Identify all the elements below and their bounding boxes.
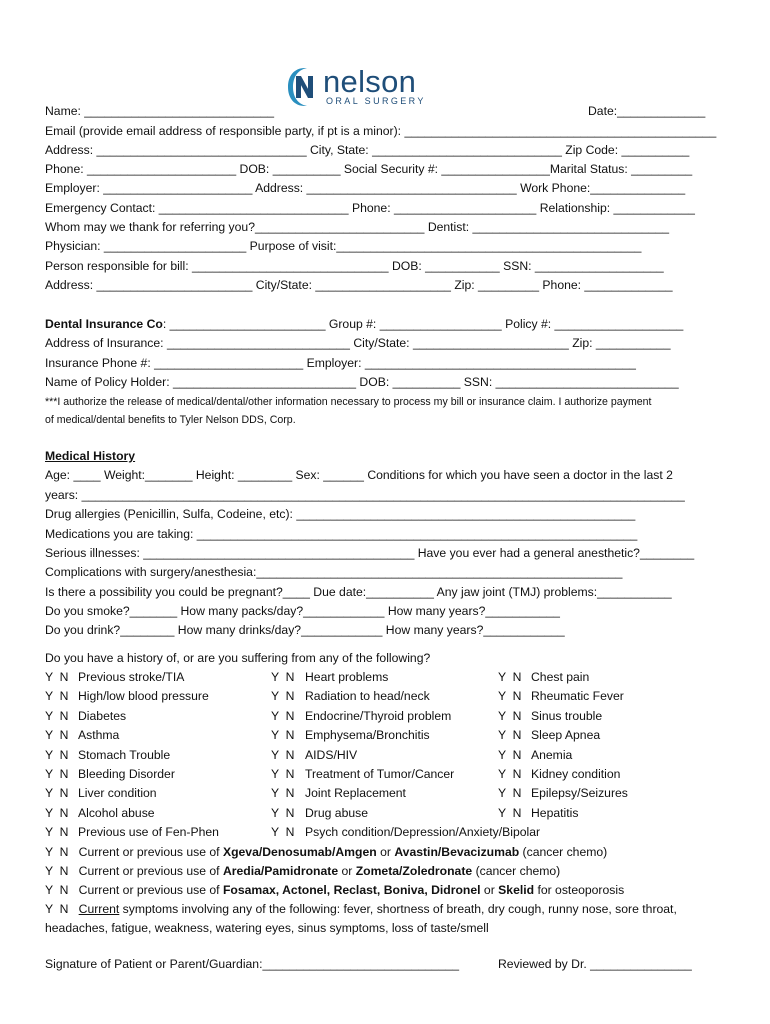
chemo-row-2-or: or (338, 864, 356, 878)
yn-checkbox[interactable]: Y N (45, 670, 69, 684)
conditions-years-field[interactable]: years: _________________________________________________________________________________________ (45, 488, 685, 502)
age-weight-field[interactable]: Age: ____ Weight:_______ Height: ________ Sex: ______ Conditions for which you have seen a doctor in the last 2 (45, 468, 673, 482)
email-field[interactable]: Email (provide email address of responsible party, if pt is a minor): ______________________________________________ (45, 124, 717, 138)
condition-label: Treatment of Tumor/Cancer (305, 767, 455, 781)
authorization-text-1: ***I authorize the release of medical/dental/other information necessary to process my bill or insurance claim. I authorize payment (45, 396, 652, 408)
osteo-row-note: for osteoporosis (534, 883, 625, 897)
yn-checkbox[interactable]: Y N (271, 670, 295, 684)
insurance-address-field[interactable]: Address of Insurance: ___________________________ City/State: _______________________ Zip: ___________ (45, 336, 671, 350)
condition-label: Kidney condition (531, 767, 621, 781)
condition-label: Asthma (78, 728, 120, 743)
drinking-field[interactable]: Do you drink?________ How many drinks/day?____________ How many years?____________ (45, 623, 565, 637)
yn-checkbox[interactable]: Y N (271, 728, 295, 743)
condition-label: Hepatitis (531, 805, 579, 820)
yn-checkbox[interactable]: Y N (45, 805, 69, 820)
chemo-row-1-drug-a: Xgeva/Denosumab/Amgen (222, 845, 377, 859)
insurance-company-rest: : _______________________ Group #: __________________ Policy #: ___________________ (162, 317, 684, 331)
chemo-row-1[interactable] (45, 845, 607, 860)
condition-label: Chest pain (531, 670, 590, 684)
yn-checkbox[interactable]: Y N (45, 708, 69, 723)
date-field[interactable]: Date:_____________ (588, 104, 706, 118)
drug-allergies-field[interactable]: Drug allergies (Penicillin, Sulfa, Codeine, etc): __________________________________________________ (45, 507, 636, 521)
emergency-contact-field[interactable]: Emergency Contact: ____________________________ Phone: _____________________ Relationship: ____________ (45, 201, 695, 215)
yn-checkbox[interactable]: Y N (45, 689, 69, 704)
yn-label[interactable]: Y N (45, 902, 69, 916)
yn-checkbox[interactable]: Y N (271, 708, 295, 723)
condition-label: Emphysema/Bronchitis (305, 728, 430, 743)
yn-checkbox[interactable]: Y N (498, 728, 522, 743)
condition-label: Radiation to head/neck (305, 689, 430, 704)
insurance-phone-field[interactable]: Insurance Phone #: ______________________ Employer: ________________________________________ (45, 356, 636, 370)
condition-label: Rheumatic Fever (531, 689, 624, 704)
condition-label: Drug abuse (305, 805, 369, 820)
current-symptoms-text: symptoms involving any of the following: fever, shortness of breath, dry cough, runny nose, sore throat, (119, 902, 677, 916)
osteoporosis-row[interactable] (45, 883, 624, 898)
yn-checkbox[interactable]: Y N (498, 670, 522, 684)
condition-label: Sinus trouble (531, 708, 603, 723)
yn-label[interactable]: Y N (45, 883, 69, 897)
osteo-row-drugs-a: Fosamax, Actonel, Reclast, Boniva, Didronel (222, 883, 481, 897)
condition-label: High/low blood pressure (78, 689, 209, 704)
yn-checkbox[interactable]: Y N (45, 825, 69, 840)
condition-label: Anemia (531, 747, 573, 762)
yn-checkbox[interactable]: Y N (498, 708, 522, 723)
insurance-company-field[interactable] (45, 317, 683, 332)
physician-field[interactable]: Physician: _____________________ Purpose of visit:_____________________________________________ (45, 239, 642, 253)
current-word: Current (78, 902, 120, 916)
pregnancy-field[interactable]: Is there a possibility you could be pregnant?____ Due date:__________ Any jaw joint (TMJ) problems:___________ (45, 585, 672, 599)
employer-field[interactable]: Employer: ______________________ Address: _______________________________ Work Phone:______________ (45, 181, 686, 195)
yn-checkbox[interactable]: Y N (271, 767, 295, 781)
insurance-company-label: Dental Insurance Co (45, 317, 163, 331)
osteo-row-drug-b: Skelid (498, 883, 535, 897)
yn-checkbox[interactable]: Y N (45, 786, 69, 801)
condition-label: Sleep Apnea (531, 728, 601, 743)
responsible-party-field[interactable]: Person responsible for bill: _____________________________ DOB: ___________ SSN: ___________________ (45, 259, 664, 273)
medications-field[interactable]: Medications you are taking: _________________________________________________________________ (45, 527, 638, 541)
yn-checkbox[interactable]: Y N (498, 747, 522, 762)
condition-label: Joint Replacement (305, 786, 406, 801)
yn-checkbox[interactable]: Y N (271, 786, 295, 801)
medical-history-heading: Medical History (45, 449, 136, 463)
condition-label: Stomach Trouble (78, 747, 171, 762)
name-field[interactable]: Name: ____________________________ (45, 104, 275, 118)
condition-label: Epilepsy/Seizures (531, 786, 628, 801)
yn-checkbox[interactable]: Y N (271, 825, 295, 840)
responsible-address-field[interactable]: Address: _______________________ City/State: ____________________ Zip: _________ Phone: _____________ (45, 278, 673, 292)
chemo-row-1-drug-b: Avastin/Bevacizumab (394, 845, 520, 859)
condition-label: Psych condition/Depression/Anxiety/Bipolar (305, 825, 541, 840)
current-symptoms-cont: headaches, fatigue, weakness, watering eyes, sinus symptoms, loss of taste/smell (45, 921, 489, 935)
current-symptoms-row[interactable] (45, 902, 677, 917)
serious-illnesses-field[interactable]: Serious illnesses: ________________________________________ Have you ever had a general anesthetic?________ (45, 546, 695, 560)
yn-checkbox[interactable]: Y N (45, 767, 69, 781)
yn-checkbox[interactable]: Y N (271, 689, 295, 704)
yn-checkbox[interactable]: Y N (498, 767, 522, 781)
condition-label: Bleeding Disorder (78, 767, 175, 781)
logo-wordmark: nelson (323, 64, 417, 99)
yn-label[interactable]: Y N (45, 864, 69, 878)
yn-checkbox[interactable]: Y N (498, 805, 522, 820)
referral-field[interactable]: Whom may we thank for referring you?_________________________ Dentist: _____________________________ (45, 220, 670, 234)
osteo-row-or: or (480, 883, 499, 897)
condition-label: Liver condition (78, 786, 157, 801)
chemo-row-2-text: Current or previous use of (78, 864, 223, 878)
chemo-row-1-text: Current or previous use of (78, 845, 223, 859)
condition-label: Alcohol abuse (78, 805, 155, 820)
signature-field[interactable]: Signature of Patient or Parent/Guardian:_____________________________ (45, 957, 460, 971)
chemo-row-2-drug-a: Aredia/Pamidronate (222, 864, 339, 878)
policy-holder-field[interactable]: Name of Policy Holder: ___________________________ DOB: __________ SSN: ___________________________ (45, 375, 679, 389)
history-question: Do you have a history of, or are you suffering from any of the following? (45, 651, 431, 665)
smoking-field[interactable]: Do you smoke?_______ How many packs/day?____________ How many years?___________ (45, 604, 560, 618)
address-field[interactable]: Address: _______________________________ City, State: ____________________________ Zip Code: __________ (45, 143, 690, 157)
yn-checkbox[interactable]: Y N (45, 747, 69, 762)
condition-label: Diabetes (78, 708, 127, 723)
osteo-row-text: Current or previous use of (78, 883, 223, 897)
condition-label: Endocrine/Thyroid problem (305, 708, 452, 723)
complications-field[interactable]: Complications with surgery/anesthesia:______________________________________________________ (45, 565, 623, 579)
yn-checkbox[interactable]: Y N (271, 747, 295, 762)
yn-checkbox[interactable]: Y N (498, 786, 522, 801)
reviewed-by-field[interactable]: Reviewed by Dr. _______________ (498, 957, 692, 971)
chemo-row-2[interactable] (45, 864, 560, 879)
chemo-row-1-note: (cancer chemo) (519, 845, 608, 859)
condition-label: AIDS/HIV (305, 747, 358, 762)
yn-checkbox[interactable]: Y N (45, 728, 69, 743)
chemo-row-1-or: or (376, 845, 395, 859)
condition-label: Heart problems (305, 670, 389, 684)
nelson-logo (286, 66, 431, 114)
chemo-row-2-note: (cancer chemo) (472, 864, 561, 878)
authorization-text-2: of medical/dental benefits to Tyler Nelson DDS, Corp. (45, 414, 296, 426)
yn-label[interactable]: Y N (45, 845, 69, 859)
phone-field[interactable]: Phone: ______________________ DOB: __________ Social Security #: ________________Marital Status: _________ (45, 162, 693, 176)
condition-label: Previous stroke/TIA (78, 670, 185, 684)
logo-subtitle: ORAL SURGERY (326, 96, 426, 106)
condition-label: Previous use of Fen-Phen (78, 825, 219, 840)
chemo-row-2-drug-b: Zometa/Zoledronate (355, 864, 473, 878)
logo-n-icon (286, 66, 324, 108)
yn-checkbox[interactable]: Y N (271, 805, 295, 820)
yn-checkbox[interactable]: Y N (498, 689, 522, 704)
